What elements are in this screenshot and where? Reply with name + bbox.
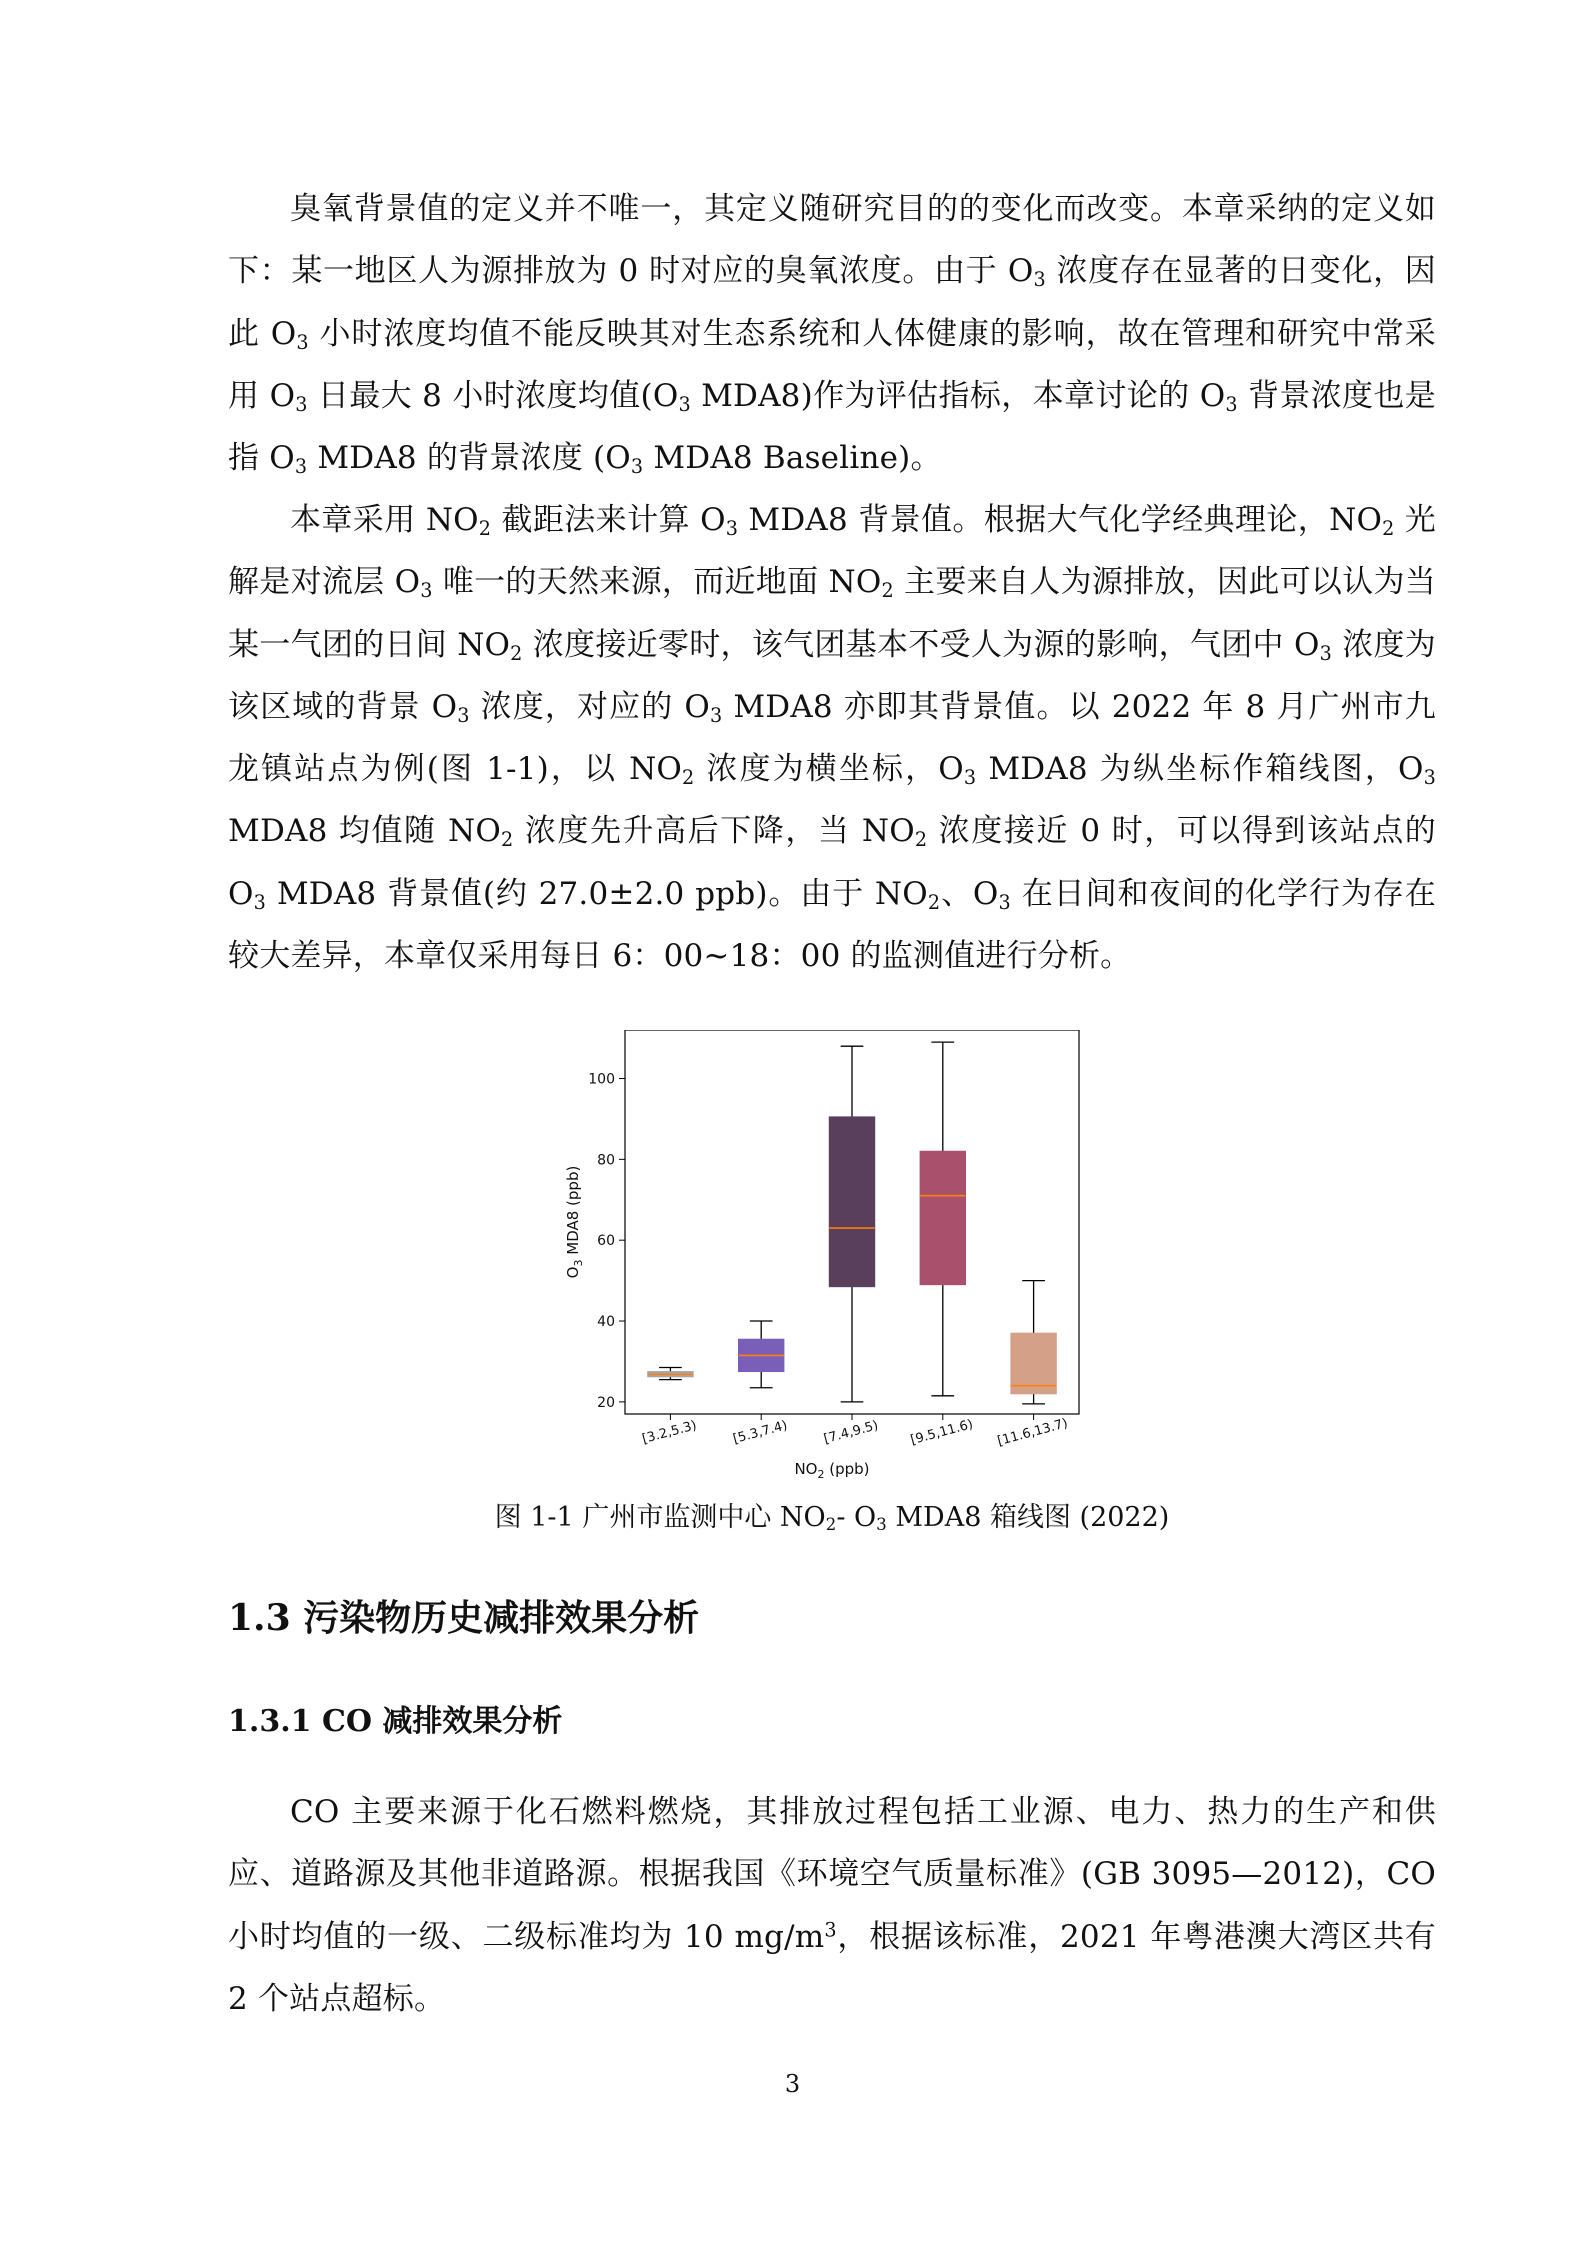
subscript: 3 (1423, 765, 1436, 789)
superscript: 3 (824, 1918, 837, 1942)
text-run: 浓度为该区域的背景 O (228, 626, 1436, 725)
subscript: 3 (876, 1514, 887, 1535)
page-number: 3 (784, 2070, 801, 2098)
paragraph-co-sources (228, 1781, 1436, 2030)
text-run: 浓度，对应的 O (469, 688, 710, 725)
text-run: 浓度接近 0 时，可以得到该站点的 O (228, 813, 1436, 912)
subscript: 3 (296, 330, 309, 354)
y-tick-label-40: 40 (597, 1314, 615, 1331)
text-run: 浓度存在显著的日变化，因此 O (228, 253, 1436, 352)
text-run: - O (836, 1502, 877, 1533)
text-run: 背景浓度也是指 O (228, 377, 1436, 477)
text-run: CO 主要来源于化石燃料燃烧，其排放过程包括工业源、电力、热力的生产和供应、道路源及其他非道路源。根据我国《环境空气质量标准》(GB 3095—2012)，CO 小时均值的一级、二级标准均为 10 mg/m (228, 1794, 1436, 1955)
subscript: 3 (630, 454, 644, 478)
text-run: MDA8 为纵坐标作箱线图，O (976, 751, 1424, 788)
text-run: MDA8 背景值。根据大气化学经典理论，NO (738, 502, 1383, 538)
subscript: 3 (294, 454, 308, 478)
text-run: 唯一的天然来源，而近地面 NO (432, 564, 882, 601)
subscript: 3 (420, 579, 433, 603)
text-run: MDA8 均值随 NO (228, 813, 501, 850)
x-tick-label-2: [7.4,9.5) (822, 1418, 880, 1448)
text-run: ，根据该标准，2021 年粤港澳大湾区共有 2 个站点超标。 (228, 1918, 1436, 2017)
subscript: 2 (500, 828, 514, 852)
subscript: 2 (914, 828, 928, 852)
text-run: 光解是对流层 O (228, 502, 1436, 601)
figure-caption (228, 1498, 1436, 1538)
text-run: 主要来自人为源排放，因此可以认为当某一气团的日间 NO (228, 564, 1437, 663)
x-tick-label-4: [11.6,13.7) (995, 1416, 1070, 1450)
y-tick-label-20: 20 (597, 1394, 615, 1411)
subscript: 2 (478, 516, 492, 540)
subscript: 3 (998, 890, 1011, 914)
text-run: 日最大 8 小时浓度均值(O (307, 377, 679, 414)
y-axis-label: $O_3$ MDA8 (ppb) (564, 1165, 585, 1279)
subscript: 2 (881, 579, 894, 603)
subscript: 3 (457, 703, 470, 727)
subscript: 3 (295, 392, 308, 416)
text-run: 、O (940, 875, 999, 912)
subscript: 3 (725, 516, 739, 540)
section-heading: 1.3 污染物历史减排效果分析 (228, 1597, 700, 1639)
text-run: MDA8 背景值(约 27.0±2.0 ppb)。由于 NO (266, 875, 928, 912)
box-4 (1011, 1333, 1056, 1394)
subscript: 3 (709, 703, 723, 727)
text-run: 臭氧背景值的定义并不唯一，其定义随研究目的的变化而改变。本章采纳的定义如下：某一地区人为源排放为 0 时对应的臭氧浓度。由于 O (228, 191, 1436, 290)
subscript: 2 (682, 765, 695, 789)
text-run: 浓度先升高后下降，当 NO (513, 813, 915, 850)
box-2 (829, 1117, 874, 1287)
x-tick-label-1: [5.3,7.4) (731, 1418, 790, 1448)
subscript: 2 (1382, 516, 1395, 540)
text-run: 截距法来计算 O (491, 502, 726, 538)
text-run: 浓度接近零时，该气团基本不受人为源的影响，气团中 O (522, 626, 1320, 663)
text-run: 在日间和夜间的化学行为存在较大差异，本章仅采用每日 6：00~18：00 的监测值进行分析。 (228, 875, 1436, 975)
box-3 (920, 1151, 965, 1284)
subscript: 3 (1033, 268, 1046, 292)
text-run: 浓度为横坐标，O (694, 751, 964, 788)
subscript: 2 (510, 641, 523, 665)
text-run: MDA8 的背景浓度 (O (307, 440, 631, 477)
text-run: MDA8 箱线图 (2022) (886, 1502, 1170, 1533)
subscript: 3 (963, 765, 977, 789)
x-tick-label-0: [3.2,5.3) (640, 1418, 699, 1448)
text-run: 本章采用 NO (290, 502, 479, 538)
subscript: 3 (678, 392, 691, 416)
subscript: 2 (927, 890, 941, 914)
subscript: 3 (253, 890, 267, 914)
text-run: MDA8 亦即其背景值。以 2022 年 8 月广州市九龙镇站点为例(图 1-1)，以 NO (228, 688, 1436, 788)
boxplot-chart (560, 1030, 1120, 1490)
text-run: 图 1-1 广州市监测中心 NO (494, 1502, 826, 1533)
paragraph-ozone-definition (228, 178, 1436, 489)
y-tick-label-100: 100 (588, 1071, 615, 1088)
figure-boxplot (560, 1030, 1120, 1490)
text-run: MDA8 Baseline)。 (643, 440, 942, 477)
subscript: 2 (825, 1514, 837, 1535)
subsection-heading: 1.3.1 CO 减排效果分析 (228, 1704, 563, 1739)
x-tick-label-3: [9.5,11.6) (909, 1417, 975, 1449)
text-run: 小时浓度均值不能反映其对生态系统和人体健康的影响，故在管理和研究中常采用 O (228, 315, 1436, 414)
text-run: MDA8)作为评估指标，本章讨论的 O (690, 377, 1226, 414)
y-tick-label-80: 80 (597, 1152, 615, 1169)
paragraph-no2-intercept-method (228, 489, 1436, 987)
y-tick-label-60: 60 (597, 1233, 615, 1250)
subscript: 3 (1319, 641, 1333, 665)
subscript: 3 (1225, 392, 1238, 416)
x-axis-label: $NO_2$ (ppb) (794, 1460, 870, 1481)
